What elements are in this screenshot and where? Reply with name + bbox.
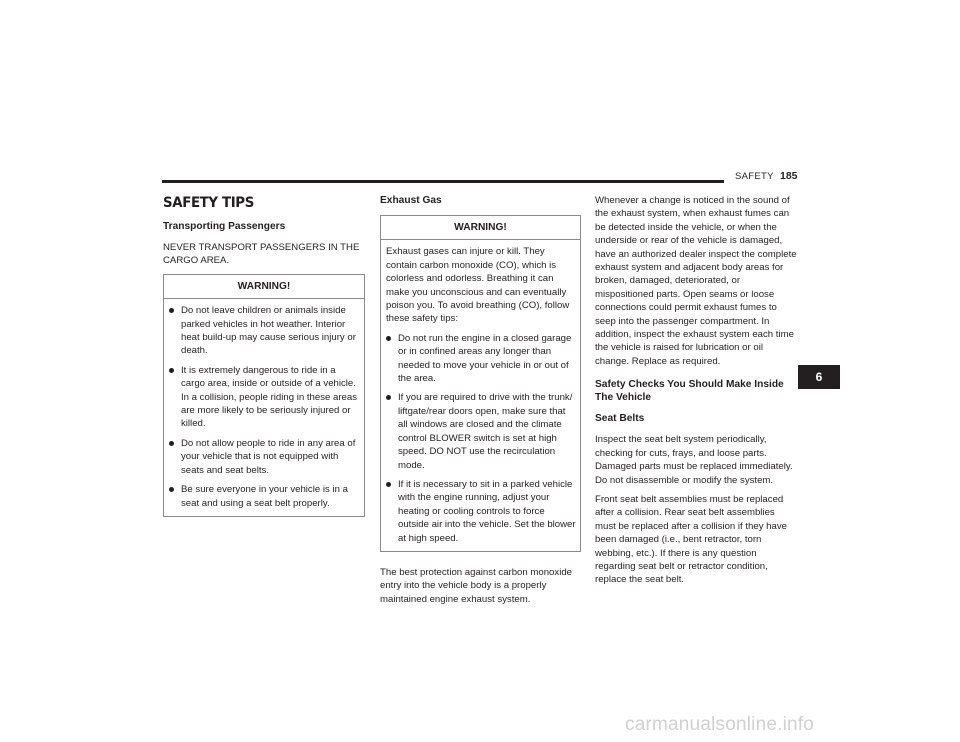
warning-item: If you are required to drive with the trunk/ liftgate/rear doors open, make sure that all windows are closed and the climate control BLOWER switch is set at high speed. DO NOT use the recirculation mode. [386, 391, 576, 471]
bullet-icon [169, 487, 174, 492]
bullet-icon [169, 441, 174, 446]
intro-text: NEVER TRANSPORT PASSENGERS IN THE CARGO AREA. [163, 242, 360, 267]
bullet-icon [386, 395, 391, 400]
bullet-icon [386, 336, 391, 341]
subheading-seat-belts: Seat Belts [595, 413, 645, 425]
warning-title: WARNING! [381, 216, 580, 240]
warning-item: If it is necessary to sit in a parked vehicle with the engine running, adjust your heating or cooling controls to force outside air into the vehicle. Set the blower at high speed. [386, 478, 576, 545]
header-rule [162, 180, 724, 183]
warning-item: Do not run the engine in a closed garage or in confined areas any longer than needed to move your vehicle in or out of the area. [386, 332, 576, 386]
page-title: SAFETY TIPS [163, 195, 254, 211]
warning-item: Do not leave children or animals inside parked vehicles in hot weather. Interior heat build-up may cause serious injury or death. [169, 304, 360, 358]
column-2 [380, 194, 581, 612]
body-text: The best protection against carbon monoxide entry into the vehicle body is a properly maintained engine exhaust system. [380, 566, 572, 605]
bullet-icon [169, 368, 174, 373]
body-text: Whenever a change is noticed in the sound of the exhaust system, when exhaust fumes can be detected inside the vehicle, or when the underside or rear of the vehicle is damaged, have an authorized dealer inspect the complete exhaust system and adjacent body areas for broken, damaged, deteriorated, or mispositioned parts. Open seams or loose connections could permit exhaust fumes to seep into the passenger compartment. In addition, inspect the exhaust system each time the vehicle is raised for lubrication or oil change. Replace as required. [595, 195, 797, 367]
subheading-transporting-passengers: Transporting Passengers [163, 221, 286, 232]
warning-list [386, 332, 576, 545]
bullet-icon [169, 308, 174, 313]
column-1 [163, 194, 365, 517]
watermark: carmanualsonline.info [625, 714, 815, 735]
warning-box [163, 274, 365, 517]
chapter-tab: 6 [798, 365, 840, 389]
subheading-safety-checks: Safety Checks You Should Make Inside The Vehicle [595, 379, 784, 404]
bullet-icon [386, 482, 391, 487]
page-number: 185 [780, 170, 798, 182]
body-text: Front seat belt assemblies must be replaced after a collision. Rear seat belt assemblies must be replaced after a collision if they have been damaged (i.e., bent retractor, torn webbing, etc.). If there is any question regarding seat belt or retractor condition, replace the seat belt. [595, 493, 787, 586]
section-name: SAFETY [735, 171, 774, 182]
warning-title: WARNING! [164, 275, 364, 299]
warning-intro: Exhaust gases can injure or kill. They contain carbon monoxide (CO), which is colorless and odorless. Breathing it can make you unconscious and can eventually poison you. To avoid breathing (CO), follow these safety tips: [386, 246, 570, 325]
subheading-exhaust-gas: Exhaust Gas [380, 195, 442, 206]
warning-item: Do not allow people to ride in any area of your vehicle that is not equipped with seats and seat belts. [169, 437, 360, 477]
body-text: Inspect the seat belt system periodically, checking for cuts, frays, and loose parts. Damaged parts must be replaced immediately. Do not disassemble or modify the system. [595, 434, 793, 486]
warning-list [169, 304, 360, 510]
warning-item: Be sure everyone in your vehicle is in a seat and using a seat belt properly. [169, 483, 360, 510]
warning-item: It is extremely dangerous to ride in a cargo area, inside or outside of a vehicle. In a collision, people riding in these areas are more likely to be seriously injured or killed. [169, 364, 360, 431]
column-3 [595, 194, 798, 593]
warning-box [380, 215, 581, 552]
